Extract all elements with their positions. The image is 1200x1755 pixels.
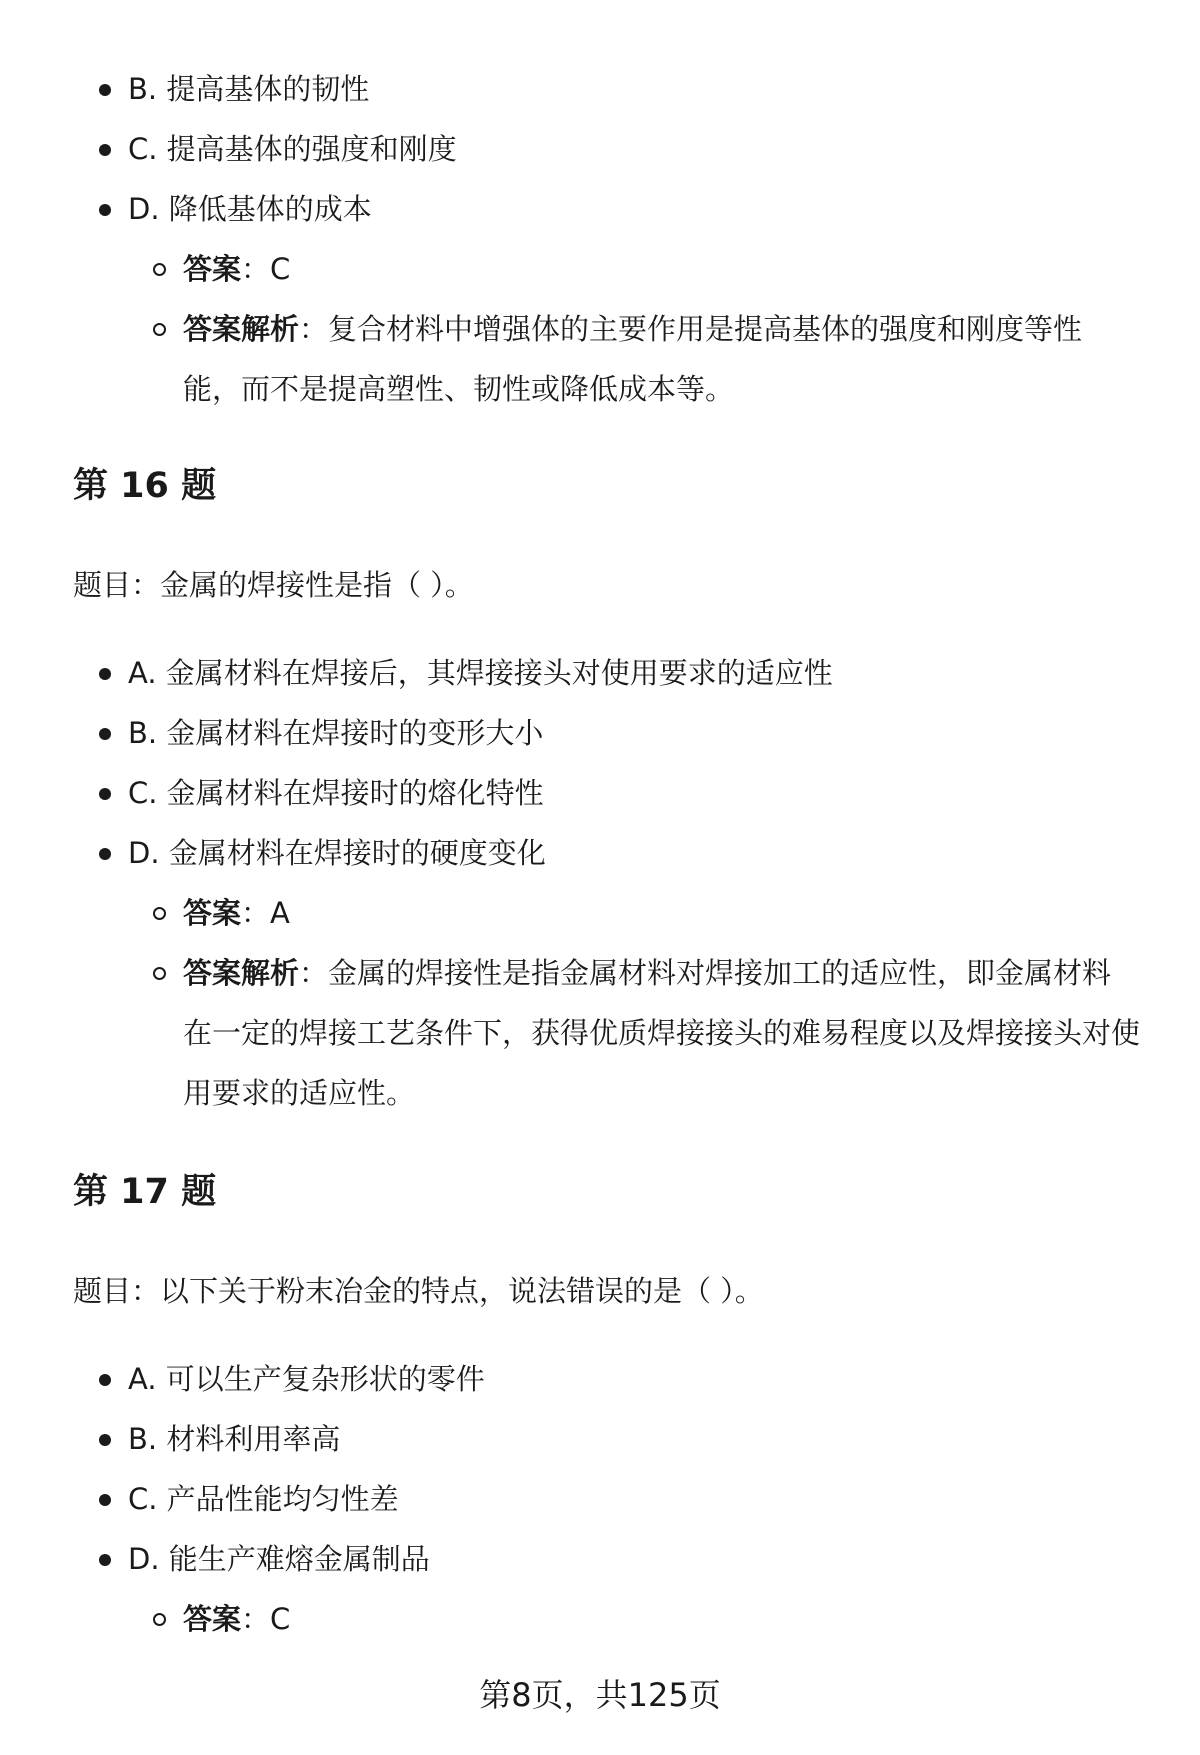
explanation-label: 答案解析: [183, 312, 300, 346]
answer-line: [0, 239, 1200, 299]
option-a: A. 金属材料在焊接后，其焊接接头对使用要求的适应性: [0, 643, 1200, 703]
explanation-line: [0, 943, 1200, 1123]
option-b: B. 金属材料在焊接时的变形大小: [0, 703, 1200, 763]
option-a: A. 可以生产复杂形状的零件: [0, 1349, 1200, 1409]
answer-label: 答案: [183, 896, 242, 930]
answer-value: ：C: [241, 1602, 291, 1636]
answer-line: [0, 883, 1200, 943]
option-d: D. 金属材料在焊接时的硬度变化: [0, 823, 1200, 883]
options-list: [0, 643, 1200, 883]
question-16-body: [0, 643, 1200, 1123]
answer-label: 答案: [183, 1602, 242, 1636]
options-list: [0, 59, 1200, 239]
explanation-text: ：金属的焊接性是指金属材料对焊接加工的适应性，即金属材料在一定的焊接工艺条件下，获得优质焊接接头的难易程度以及焊接接头对使用要求的适应性。: [183, 956, 1141, 1110]
question-heading: 第 16 题: [73, 466, 217, 506]
page-number: 第8页，共125页: [479, 1676, 721, 1714]
question-heading: 第 17 题: [73, 1172, 217, 1212]
answer-line: [0, 1589, 1200, 1649]
option-c: C. 产品性能均匀性差: [0, 1469, 1200, 1529]
question-16-stem: 题目：金属的焊接性是指（ ）。: [73, 568, 474, 602]
options-list: [0, 1349, 1200, 1589]
option-d: D. 降低基体的成本: [0, 179, 1200, 239]
explanation-label: 答案解析: [183, 956, 300, 990]
answer-value: ：A: [241, 896, 290, 930]
question-17: [0, 1162, 1200, 1222]
question-17-stem: 题目：以下关于粉末冶金的特点，说法错误的是（ ）。: [73, 1274, 764, 1308]
option-c: C. 提高基体的强度和刚度: [0, 119, 1200, 179]
question-15: [0, 59, 1200, 419]
option-b: B. 材料利用率高: [0, 1409, 1200, 1469]
explanation-text: ：复合材料中增强体的主要作用是提高基体的强度和刚度等性能，而不是提高塑性、韧性或降低成本等。: [183, 312, 1083, 406]
question-16: [0, 456, 1200, 516]
option-d: D. 能生产难熔金属制品: [0, 1529, 1200, 1589]
option-b: B. 提高基体的韧性: [0, 59, 1200, 119]
explanation-line: [0, 299, 1200, 419]
answer-value: ：C: [241, 252, 291, 286]
option-c: C. 金属材料在焊接时的熔化特性: [0, 763, 1200, 823]
answer-label: 答案: [183, 252, 242, 286]
question-17-body: [0, 1349, 1200, 1649]
